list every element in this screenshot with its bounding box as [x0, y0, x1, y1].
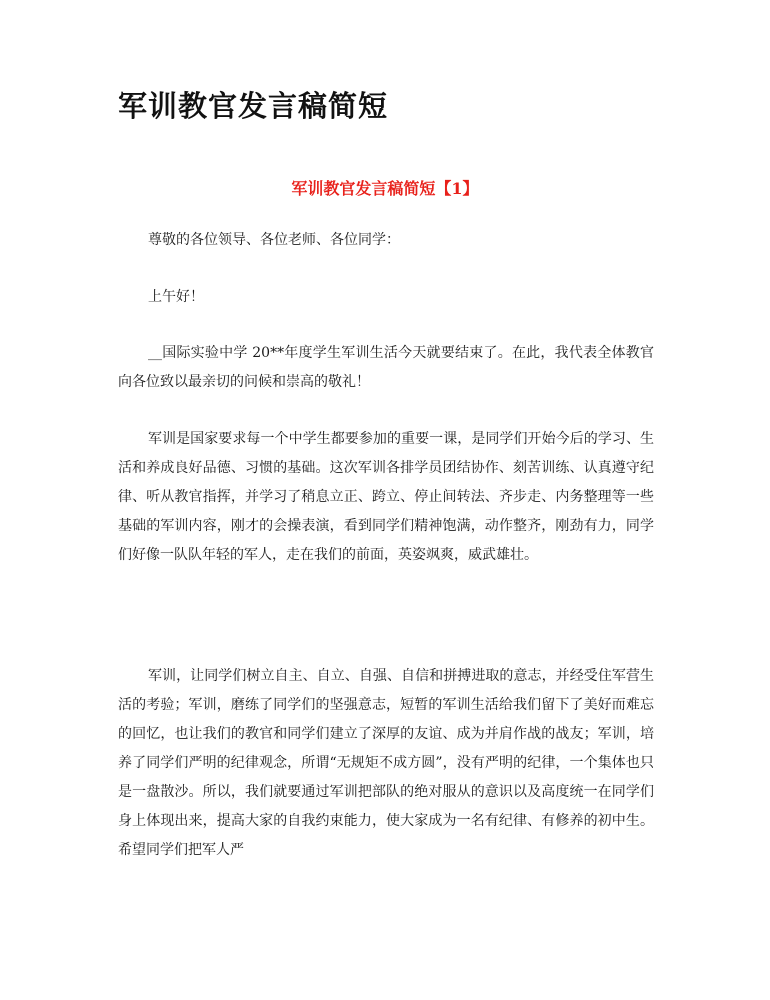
paragraph-salutation: 尊敬的各位领导、各位老师、各位同学： — [148, 232, 400, 248]
paragraph-greeting: 上午好！ — [148, 289, 204, 305]
paragraph-training-meaning: 军训，让同学们树立自主、自立、自强、自信和拼搏进取的意志，并经受住军营生活的考验；军训，磨练了同学们的坚强意志，短暂的军训生活给我们留下了美好而难忘的回忆，也让我们的教官和同学们建立了深厚的友谊、成为并肩作战的战友；军训，培养了同学们严明的纪律观念，所谓“无规矩不成方圆”，没有严明的纪律，一个集体也只是一盘散沙。所以，我们就要通过军训把部队的绝对服从的意识以及高度统一在同学们身上体现出来，提高大家的自我约束能力，使大家成为一名有纪律、有修养的初中生。希望同学们把军人严 — [118, 668, 654, 858]
section-heading: 军训教官发言稿简短【1】 — [291, 179, 479, 198]
paragraph-training-summary: 军训是国家要求每一个中学生都要参加的重要一课，是同学们开始今后的学习、生活和养成良好品德、习惯的基础。这次军训各排学员团结协作、刻苦训练、认真遵守纪律、听从教官指挥，并学习了稍息立正、跨立、停止间转法、齐步走、内务整理等一些基础的军训内容，刚才的会操表演，看到同学们精神饱满，动作整齐，刚劲有力，同学们好像一队队年轻的军人，走在我们的前面，英姿飒爽，威武雄壮。 — [118, 431, 654, 563]
document-title: 军训教官发言稿简短 — [118, 89, 389, 123]
paragraph-opening: __国际实验中学 20**年度学生军训生活今天就要结束了。在此，我代表全体教官向各位致以最亲切的问候和崇高的敬礼！ — [118, 345, 654, 390]
